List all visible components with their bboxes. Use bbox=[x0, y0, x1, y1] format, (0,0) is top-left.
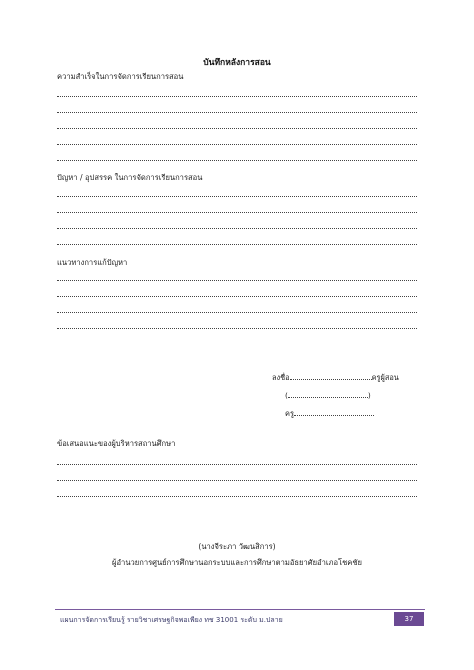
writing-line[interactable] bbox=[57, 112, 417, 113]
writing-line[interactable] bbox=[57, 496, 417, 497]
signature-field[interactable] bbox=[290, 373, 372, 380]
teacher-name-field[interactable] bbox=[288, 391, 368, 398]
section-heading-success: ความสำเร็จในการจัดการเรียนการสอน bbox=[57, 72, 184, 81]
writing-line[interactable] bbox=[57, 196, 417, 197]
paren-close: ) bbox=[367, 391, 371, 400]
writing-line[interactable] bbox=[57, 480, 417, 481]
section-heading-problems: ปัญหา / อุปสรรค ในการจัดการเรียนการสอน bbox=[57, 173, 203, 182]
section-heading-solutions: แนวทางการแก้ปัญหา bbox=[57, 258, 128, 267]
paren-open: ( bbox=[285, 391, 288, 400]
writing-line[interactable] bbox=[57, 244, 417, 245]
sign-suffix: ครูผู้สอน bbox=[371, 373, 399, 382]
sign-prefix: ลงชื่อ bbox=[272, 373, 290, 382]
footer-divider bbox=[55, 609, 425, 610]
director-position: ผู้อำนวยการศูนย์การศึกษานอกระบบและการศึกษาตามอัธยาศัยอำเภอโชคชัย bbox=[112, 558, 362, 567]
writing-line[interactable] bbox=[57, 328, 417, 329]
teacher-title-field[interactable] bbox=[294, 409, 374, 416]
page-title: บันทึกหลังการสอน bbox=[203, 58, 271, 68]
teacher-title-line bbox=[285, 408, 374, 420]
footer-text: แผนการจัดการเรียนรู้ รายวิชาเศรษฐกิจพอเพียง ทช 31001 ระดับ ม.ปลาย bbox=[60, 616, 283, 624]
section-heading-admin: ข้อเสนอแนะของผู้บริหารสถานศึกษา bbox=[57, 439, 176, 448]
writing-line[interactable] bbox=[57, 128, 417, 129]
writing-line[interactable] bbox=[57, 160, 417, 161]
writing-line[interactable] bbox=[57, 312, 417, 313]
teacher-prefix: ครู bbox=[285, 409, 294, 418]
writing-line[interactable] bbox=[57, 144, 417, 145]
writing-line[interactable] bbox=[57, 280, 417, 281]
writing-line[interactable] bbox=[57, 296, 417, 297]
writing-line[interactable] bbox=[57, 464, 417, 465]
writing-line[interactable] bbox=[57, 228, 417, 229]
teacher-name-line bbox=[285, 391, 371, 400]
page-number: 37 bbox=[394, 612, 424, 626]
writing-line[interactable] bbox=[57, 96, 417, 97]
writing-line[interactable] bbox=[57, 212, 417, 213]
teacher-signature-line bbox=[272, 372, 399, 384]
director-name: (นางจีระภา วัฒนสิการ) bbox=[198, 542, 276, 551]
